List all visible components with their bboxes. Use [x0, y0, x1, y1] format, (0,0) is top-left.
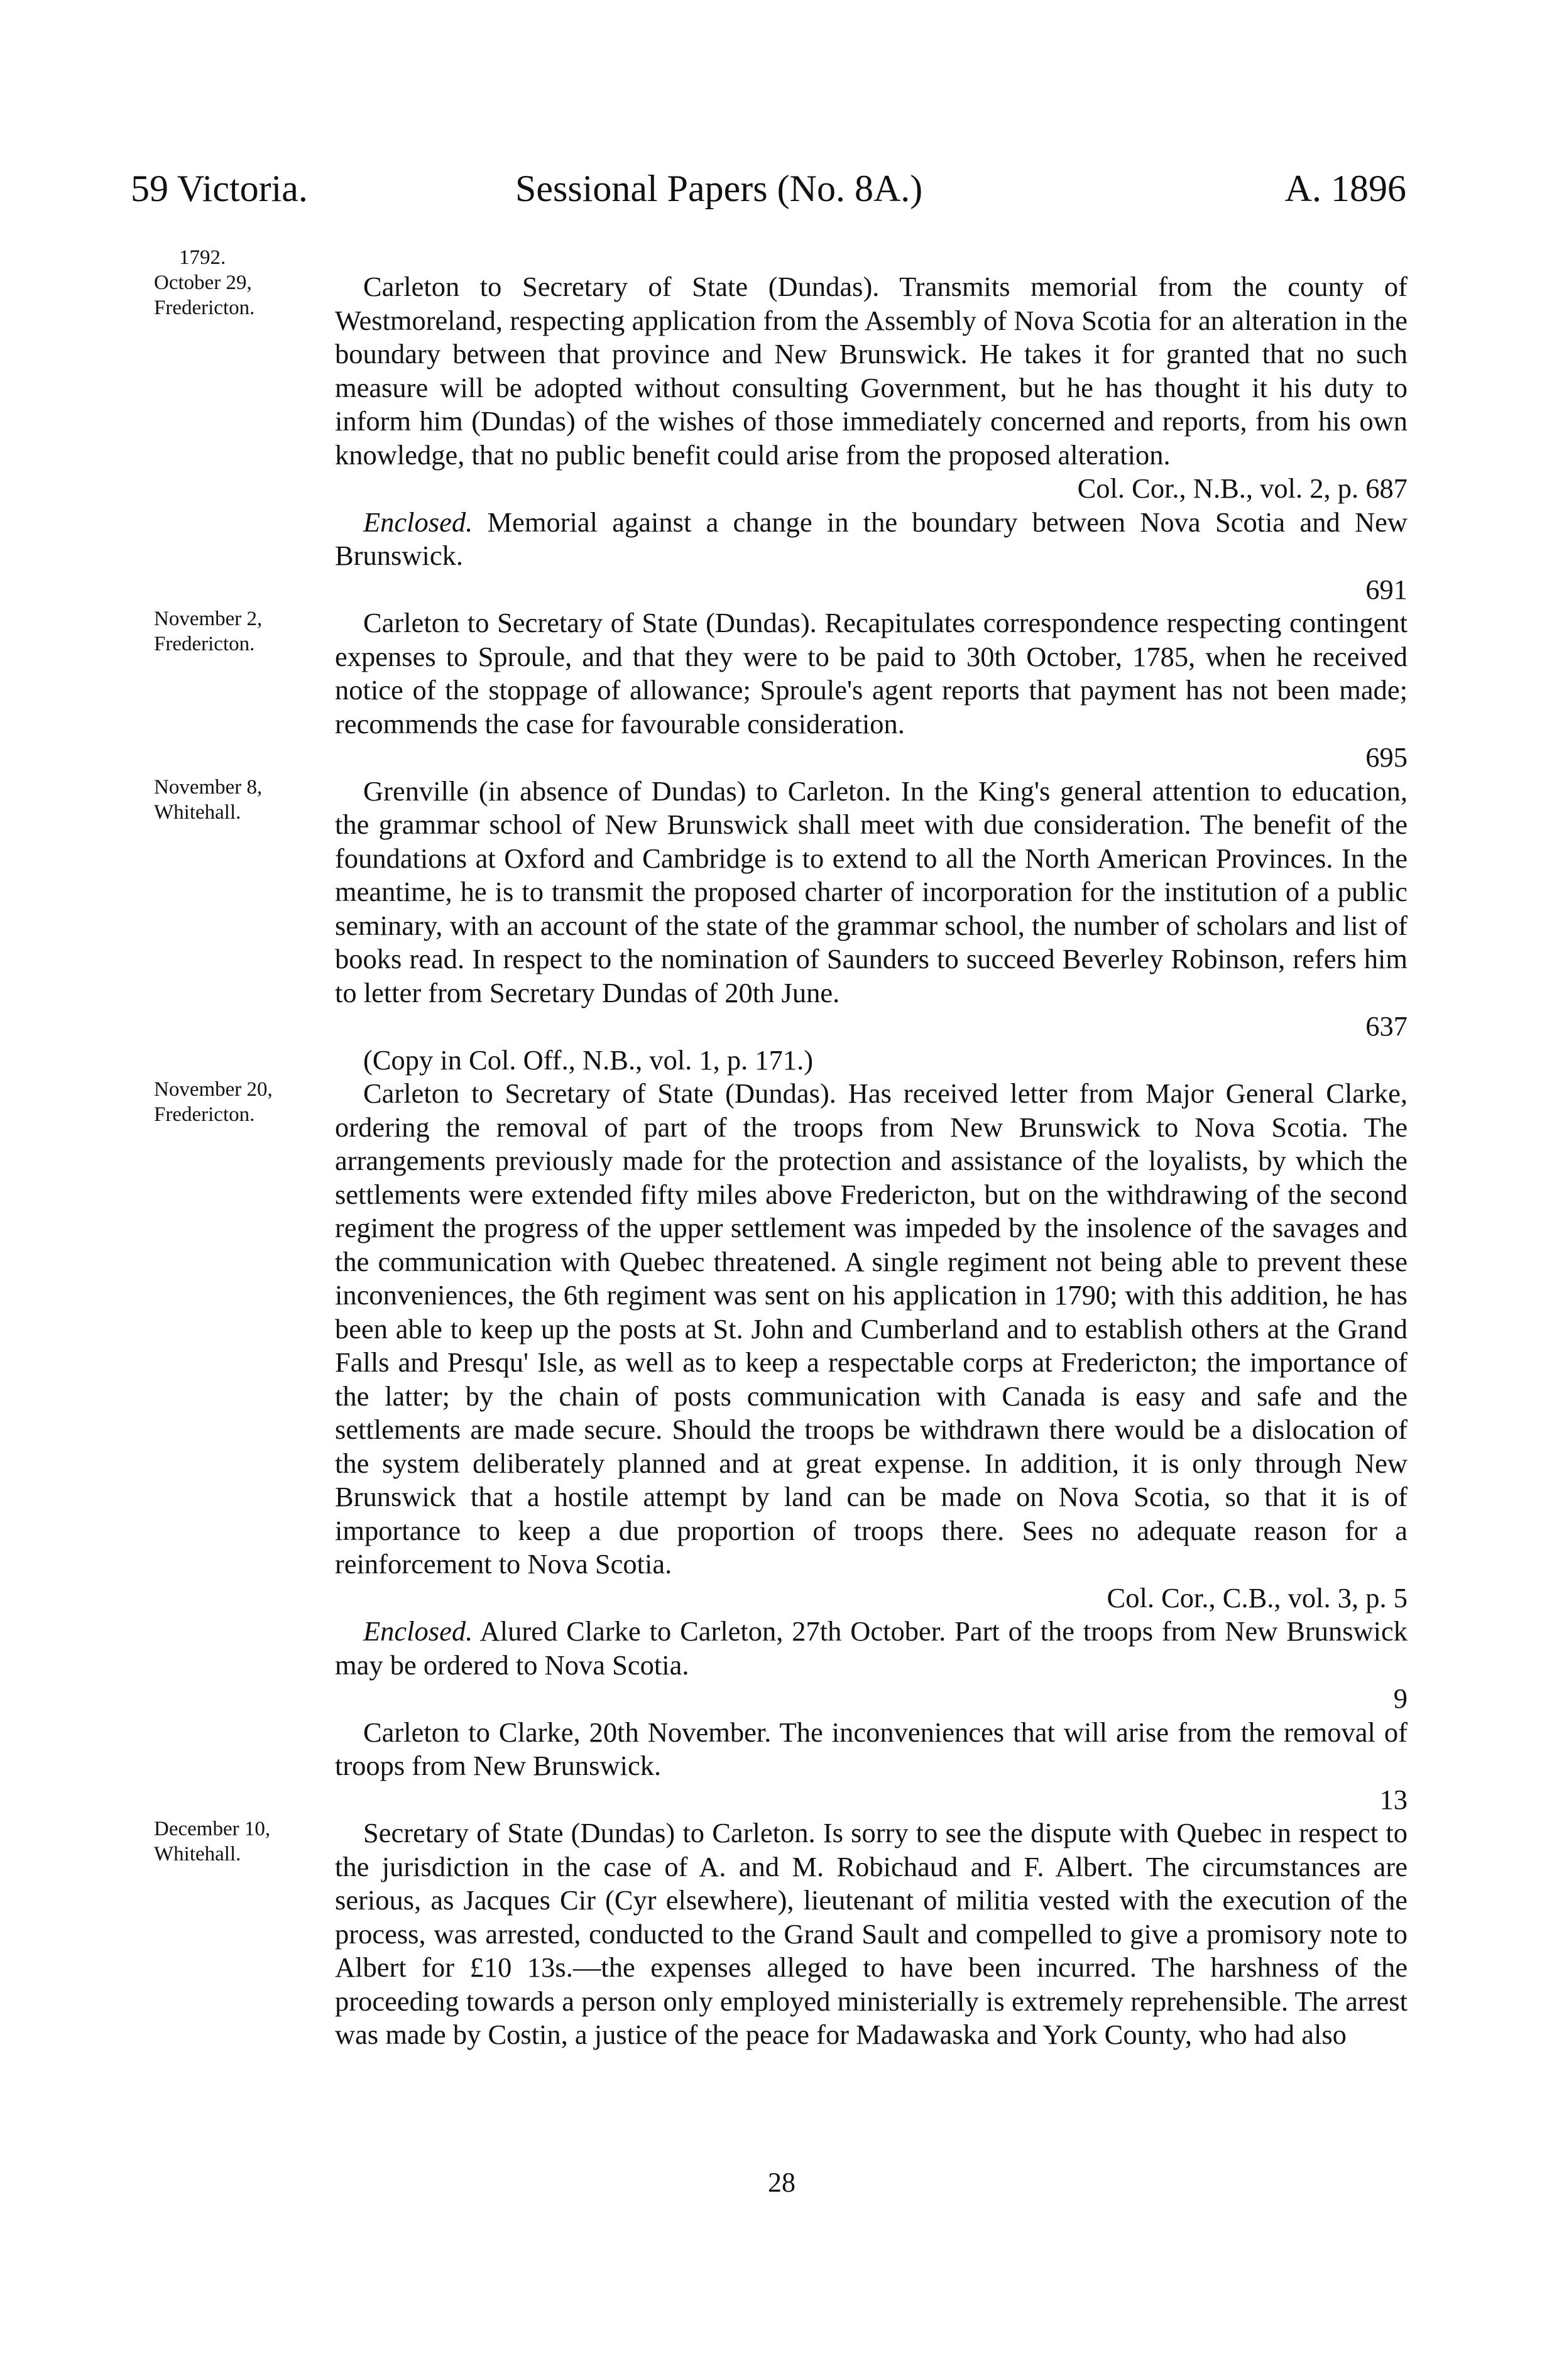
entry-text: Secretary of State (Dundas) to Carleton. Is sorry to see the dispute with Quebec in respect to the jurisdiction in the case of A. and M. Robichaud and F. Albert. The circumstances are serious, as Jacques Cir (Cyr elsewhere), lieutenant of militia vested with the execution of the process, was arrested, conducted to the Grand Sault and compelled to give a promisory note to Albert for £10 13s.—the expenses alleged to have been incurred. The harshness of the proceeding towards a person only employed ministerially is extremely reprehensible. The arrest was made by Costin, a justice of the peace for Madawaska and York County, who had also	[335, 1817, 1408, 2050]
entry-reference: 695	[1365, 741, 1408, 773]
enclosed-text: Memorial against a change in the boundary between Nova Scotia and New Brunswick.	[335, 506, 1408, 571]
entry-text: Carleton to Secretary of State (Dundas). Transmits memorial from the county of Westmoreland, respecting application from the Assembly of Nova Scotia for an alteration in the boundary between that province and New Brunswick. He takes it for granted that no such measure will be adopted without consulting Government, but he has thought it his duty to inform him (Dundas) of the wishes of those immediately concerned and reports, from his own knowledge, that no public benefit could arise from the proposed alteration.	[335, 271, 1408, 471]
entry-place: Fredericton.	[154, 633, 255, 655]
entry-october-29	[154, 245, 1408, 606]
enclosed-label: Enclosed.	[363, 1615, 473, 1647]
entry-december-10	[154, 1816, 1408, 2052]
document-body	[154, 245, 1408, 2193]
entry-text: Carleton to Secretary of State (Dundas). Recapitulates correspondence respecting contingent expenses to Sproule, and that they were to be paid to 30th October, 1785, when he received notice of the stoppage of allowance; Sproule's agent reports that payment has not been made; recommends the case for favourable consideration.	[335, 607, 1408, 740]
entry-date-column	[154, 775, 333, 825]
entry-text-column	[335, 775, 1408, 1078]
enclosed-label: Enclosed.	[363, 506, 473, 538]
entry-text-column	[335, 606, 1408, 775]
entry-place: Whitehall.	[154, 800, 241, 824]
entry-text-column	[335, 1077, 1408, 1816]
entry-date: November 20,	[154, 1078, 273, 1101]
entry-date-column	[154, 1816, 333, 1867]
entry-date: October 29,	[154, 271, 252, 294]
enclosure-paragraph	[335, 506, 1408, 573]
entry-text: Carleton to Secretary of State (Dundas). Has received letter from Major General Clarke, ordering the removal of part of the troops from New Brunswick to Nova Scotia. The arrangements previously made for the protection and assistance of the loyalists, by which the settlements were extended fifty miles above Fredericton, but on the withdrawing of the second regiment the progress of the upper settlement was impeded by the insolence of the savages and the communication with Quebec threatened. A single regiment not being able to prevent these inconveniences, the 6th regiment was sent on his application in 1790; with this addition, he has been able to keep up the posts at St. John and Cumberland and to establish others at the Grand Falls and Presqu' Isle, as well as to keep a respectable corps at Fredericton; the importance of the latter; by the chain of posts communication with Canada is easy and safe and the settlements are made secure. Should the troops be withdrawn there would be a dislocation of the system deliberately planned and at great expense. In addition, it is only through New Brunswick that a hostile attempt by land can be made on Nova Scotia, so that it is of importance to keep a due proportion of troops there. Sees no adequate reason for a reinforcement to Nova Scotia.	[335, 1078, 1408, 1580]
enclosure-paragraph-2: Carleton to Clarke, 20th November. The inconveniences that will arise from the removal of troops from New Brunswick.	[335, 1716, 1408, 1781]
entry-year: 1792.	[179, 246, 226, 269]
entry-reference: Col. Cor., N.B., vol. 2, p. 687	[1077, 472, 1408, 504]
header-year: A. 1896	[1284, 168, 1406, 209]
entry-date-column	[154, 606, 333, 657]
entry-text: Grenville (in absence of Dundas) to Carleton. In the King's general attention to education, the grammar school of New Brunswick shall meet with due consideration. The benefit of the foundations at Oxford and Cambridge is to extend to all the North American Provinces. In the meantime, he is to transmit the proposed charter of incorporation for the institution of a public seminary, with an account of the state of the grammar school, the number of scholars and list of books read. In respect to the nomination of Saunders to succeed Beverley Robinson, refers him to letter from Secretary Dundas of 20th June.	[335, 775, 1408, 1008]
enclosed-text: Alured Clarke to Carleton, 27th October. Part of the troops from New Brunswick may be ordered to Nova Scotia.	[335, 1615, 1408, 1681]
enclosure-reference: 691	[1365, 573, 1408, 605]
entry-text-column	[335, 245, 1408, 606]
entry-november-20	[154, 1077, 1408, 1816]
entry-place: Fredericton.	[154, 1103, 255, 1126]
entry-november-2	[154, 606, 1408, 775]
page-number: 28	[768, 2167, 795, 2198]
entry-reference: Col. Cor., C.B., vol. 3, p. 5	[1107, 1581, 1408, 1613]
entry-reference: 637	[1365, 1010, 1408, 1042]
entry-place: Fredericton.	[154, 297, 255, 319]
entry-place: Whitehall.	[154, 1843, 241, 1865]
enclosure-reference-2: 13	[1379, 1783, 1408, 1815]
entry-november-8	[154, 775, 1408, 1078]
header-volume: 59 Victoria.	[131, 168, 308, 209]
entry-text-column	[335, 1816, 1408, 2052]
enclosure-reference: 9	[1393, 1683, 1408, 1714]
entry-date: November 2,	[154, 608, 263, 630]
entry-date: November 8,	[154, 775, 263, 799]
enclosure-paragraph	[335, 1615, 1408, 1682]
copy-note: (Copy in Col. Off., N.B., vol. 1, p. 171.)	[363, 1044, 814, 1076]
page-header	[131, 160, 1406, 217]
header-title: Sessional Papers (No. 8A.)	[515, 168, 923, 209]
entry-date-column	[154, 1077, 333, 1127]
entry-date-column	[154, 245, 333, 320]
entry-date: December 10,	[154, 1818, 271, 1840]
